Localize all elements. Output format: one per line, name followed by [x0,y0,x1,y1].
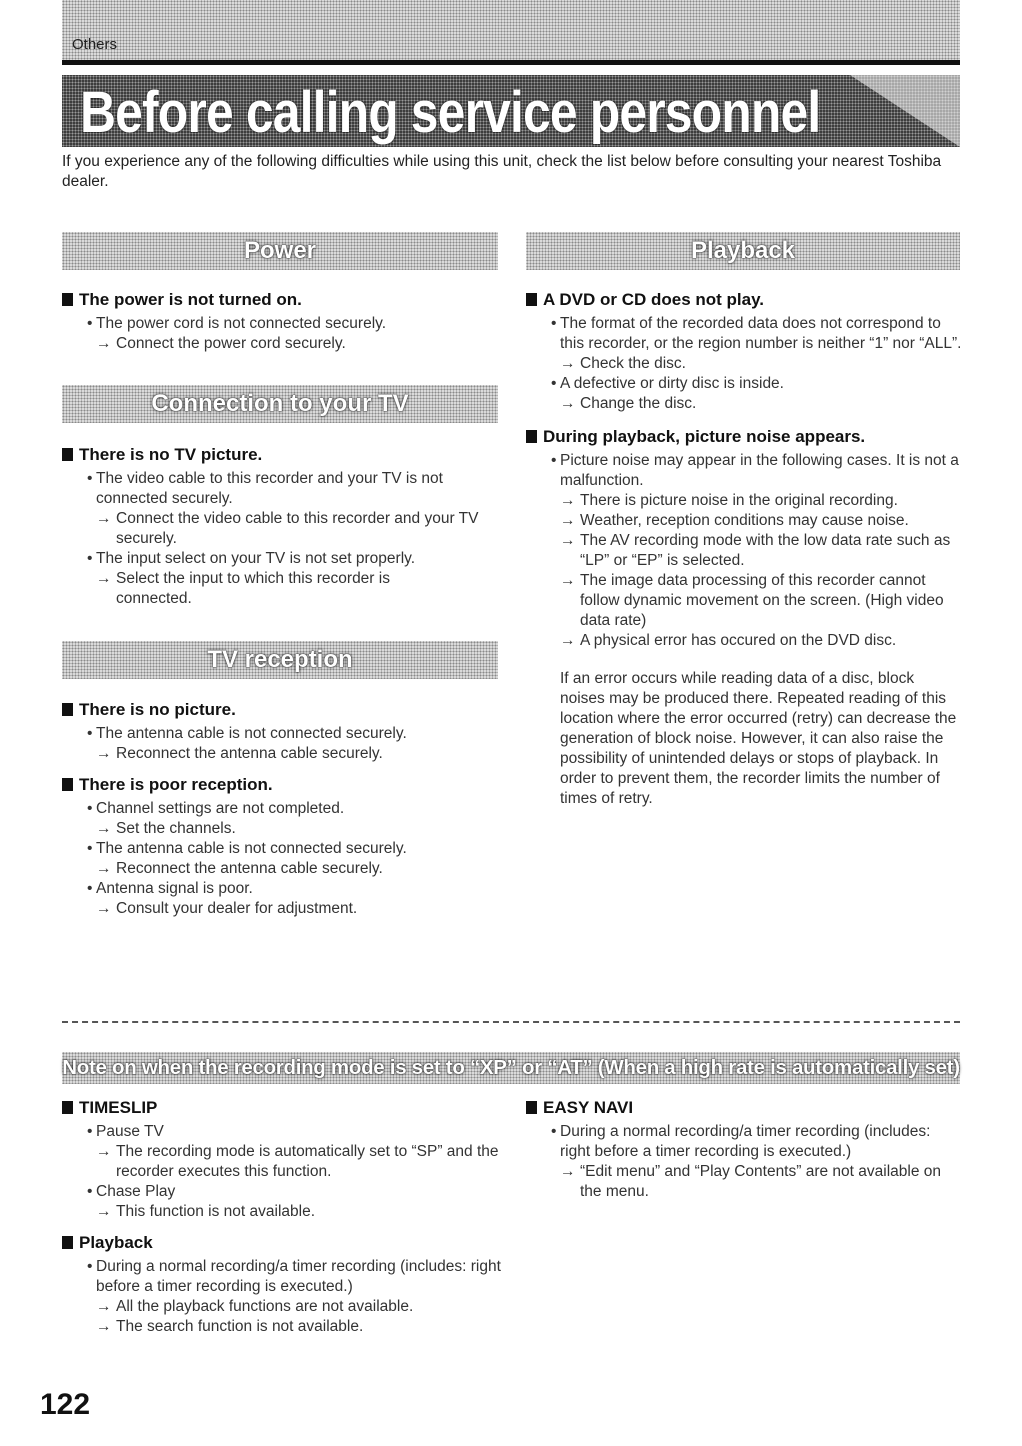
remedy: → There is picture noise in the original recording. [526,491,962,511]
cause: • The power cord is not connected securely. [62,314,502,334]
remedy: → All the playback functions are not available. [62,1297,502,1317]
connection-heading-bar [62,385,498,423]
remedy: → Connect the video cable to this recorder and your TV securely. [62,509,502,549]
remedy: → Set the channels. [62,819,502,839]
page-title: Before calling service personnel [80,80,821,145]
connection-section [62,444,502,609]
tv-reception-heading: TV reception [207,646,353,673]
question: During playback, picture noise appears. [526,426,962,448]
cause: • Picture noise may appear in the following cases. It is not a malfunction. [526,451,962,491]
remedy: → The search function is not available. [62,1317,502,1337]
remedy: → Weather, reception conditions may cause noise. [526,511,962,531]
timeslip-section [62,1097,502,1337]
connection-heading: Connection to your TV [151,390,409,417]
power-section [62,289,502,354]
cause: • The input select on your TV is not set properly. [62,549,502,569]
page-number: 122 [40,1388,91,1421]
remedy: → The recording mode is automatically set to “SP” and the recorder executes this function. [62,1142,502,1182]
note-heading-bar [62,1052,960,1084]
remedy: → Change the disc. [526,394,962,414]
question: A DVD or CD does not play. [526,289,962,311]
tv-reception-section [62,699,502,919]
playback-heading: Playback [690,237,796,264]
note-heading: Note on when the recording mode is set to “XP” or “AT” (When a high rate is automatically set) [62,1056,960,1079]
playback-heading-bar [526,232,960,270]
remedy: → The image data processing of this recorder cannot follow dynamic movement on the screen. (High video data rate) [526,571,962,631]
question: The power is not turned on. [62,289,502,311]
cause: • The video cable to this recorder and your TV is not connected securely. [62,469,502,509]
header-rule [62,60,960,65]
tv-reception-heading-bar [62,641,498,679]
cause: • Channel settings are not completed. [62,799,502,819]
retry-note: If an error occurs while reading data of a disc, block noises may be produced there. Repeated reading of this location where the error occurred (retry) can decrease the generation of block noise. However, it can also raise the possibility of unintended delays or stops of playback. In order to prevent them, the recorder limits the number of times of retry. [560,670,957,807]
cause: • Chase Play [62,1182,502,1202]
remedy: → The AV recording mode with the low data rate such as “LP” or “EP” is selected. [526,531,962,571]
power-heading: Power [243,237,317,264]
cause: • The antenna cable is not connected securely. [62,724,502,744]
banner-corner [850,75,960,147]
easy-navi-section [526,1097,962,1202]
remedy: → Connect the power cord securely. [62,334,502,354]
section-header-band [62,0,960,60]
cause: • The antenna cable is not connected securely. [62,839,502,859]
remedy: → Reconnect the antenna cable securely. [62,859,502,879]
remedy: → Reconnect the antenna cable securely. [62,744,502,764]
remedy: → Consult your dealer for adjustment. [62,899,502,919]
remedy: → A physical error has occured on the DVD disc. [526,631,962,651]
title-banner [62,75,960,147]
remedy: → Select the input to which this recorder is connected. [62,569,502,609]
cause: • During a normal recording/a timer recording (includes: right before a timer recording is executed.) [526,1122,962,1162]
question: EASY NAVI [526,1097,962,1119]
question: Playback [62,1232,502,1254]
playback-section [526,289,962,809]
divider [62,1021,960,1023]
section-label: Others [72,36,118,53]
cause: • Antenna signal is poor. [62,879,502,899]
cause: • Pause TV [62,1122,502,1142]
question: TIMESLIP [62,1097,502,1119]
cause: • During a normal recording/a timer recording (includes: right before a timer recording is executed.) [62,1257,502,1297]
question: There is poor reception. [62,774,502,796]
question: There is no TV picture. [62,444,502,466]
question: There is no picture. [62,699,502,721]
remedy: → “Edit menu” and “Play Contents” are not available on the menu. [526,1162,962,1202]
cause: • The format of the recorded data does not correspond to this recorder, or the region number is neither “1” nor “ALL”. [526,314,962,354]
power-heading-bar [62,232,498,270]
cause: • A defective or dirty disc is inside. [526,374,962,394]
intro-text: If you experience any of the following difficulties while using this unit, check the list below before consulting your nearest Toshiba dealer. [62,153,942,190]
remedy: → Check the disc. [526,354,962,374]
remedy: → This function is not available. [62,1202,502,1222]
